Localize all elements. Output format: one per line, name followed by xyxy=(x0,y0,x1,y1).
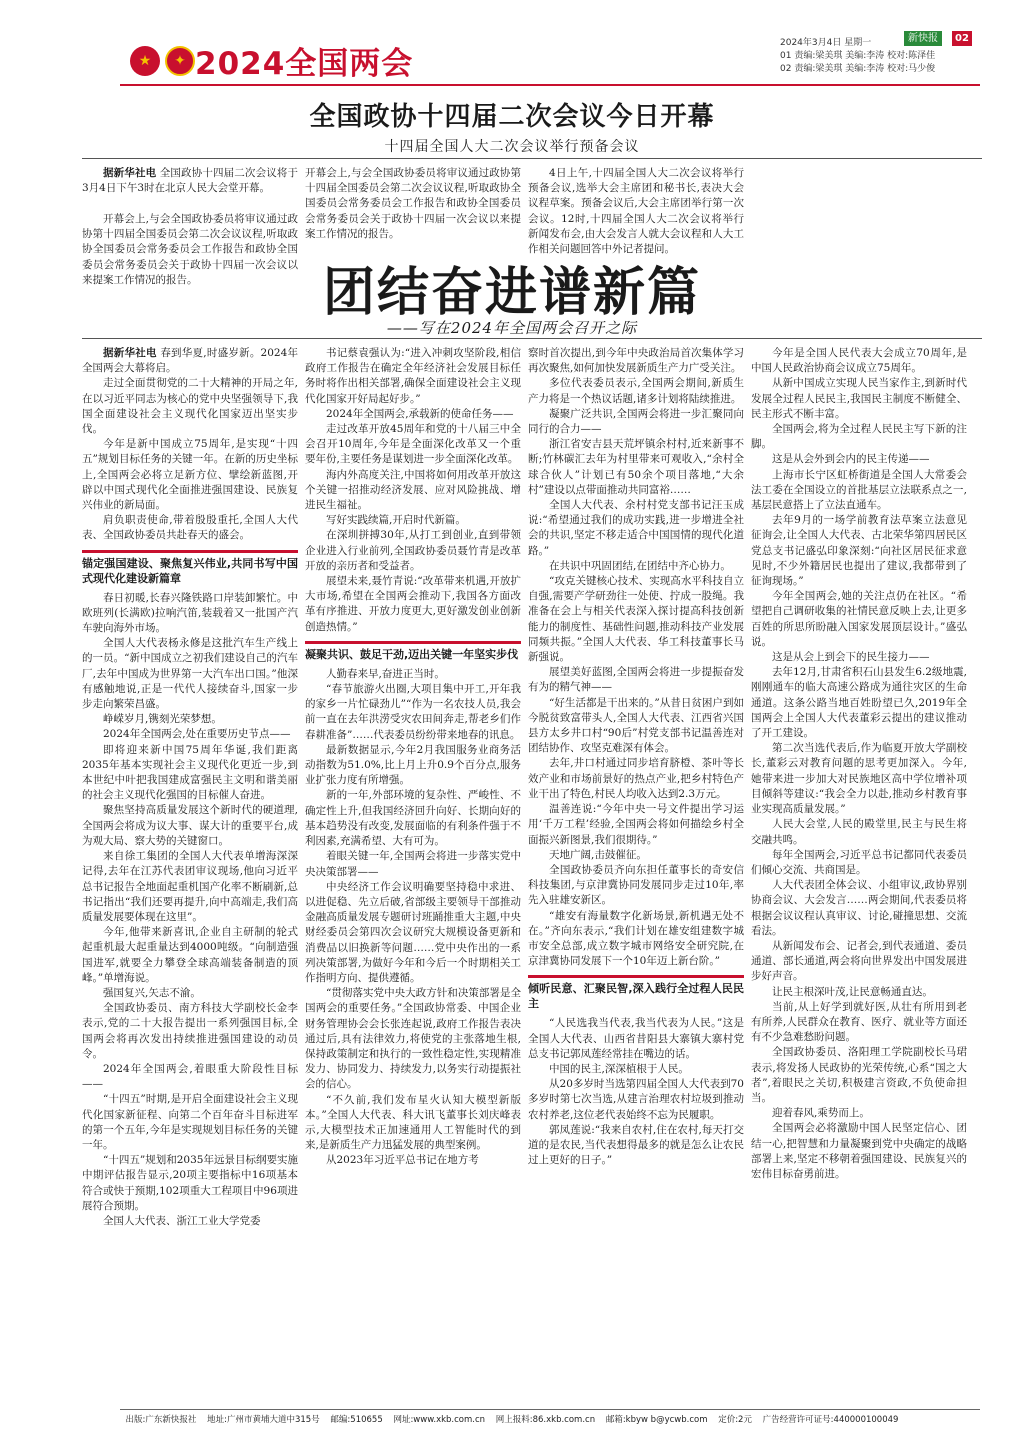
footer-address: 地址:广州市黄埔大道中315号 xyxy=(207,1415,320,1425)
article-paragraph: 去年9月的一场学前教育法草案立法意见征询会,让全国人大代表、古北荣华第四居民区党总支书记盛弘印象深刻:“向社区居民征求意见时,不少外籍居民也提出了建议,我都带到了征询现场。” xyxy=(751,514,967,588)
footer-price: 定价:2元 xyxy=(718,1415,752,1425)
article-paragraph: 今年,他带来新喜讯,企业自主研制的轮式起重机最大起重量达到4000吨级。“向制造强国进军,就要全力攀登全球高端装备制造的顶峰。”单增海说。 xyxy=(82,926,298,984)
article-paragraph: 全国政协委员齐向东担任董事长的奇安信科技集团,与京津冀协同发展同步走过10年,率先入驻雄安新区。 xyxy=(528,863,744,907)
paragraph-text: 春到华夏,时盛岁新。2024年全国两会大幕将启。 xyxy=(82,347,299,375)
article-paragraph: 从2023年习近平总书记在地方考 xyxy=(326,1154,479,1167)
article-paragraph: 走过改革开放45周年和党的十八届三中全会召开10周年,今年是全面深化改革又一个重要年份,主要任务是谋划进一步全面深化改革。 xyxy=(305,423,521,466)
article1-paragraph: 4日上午,十四届全国人大二次会议将举行预备会议,选举大会主席团和秘书长,表决大会议程草案。预备会议后,大会主席团举行第一次会议。12时,十四届全国人大二次会议将举行新闻发布会,由大会发言人就大会议程和人大工作相关问题回答中外记者提问。 xyxy=(528,167,744,256)
article-paragraph: “雄安有海量数字化新场景,新机遇无处不在。”齐向东表示,“我们计划在雄安组建数字城市安全总部,成立数字城市网络安全研究院,在京津冀协同发展下一个10年迈上新台阶。” xyxy=(528,909,744,968)
article-paragraph: 最新数据显示,今年2月我国服务业商务活动指数为51.0%,比上月上升0.9个百分点,服务业扩张力度有所增强。 xyxy=(305,743,521,787)
section-heading: 锚定强国建设、聚焦复兴伟业,共同书写中国式现代化建设新篇章 xyxy=(82,550,298,586)
article-paragraph: 人民大会堂,人民的殿堂里,民主与民生将交融共鸣。 xyxy=(751,818,967,846)
article-paragraph: 全国人大代表、浙江工业大学党委 xyxy=(103,1214,261,1227)
article-paragraph: 走过全面贯彻党的二十大精神的开局之年,在以习近平同志为核心的党中央坚强领导下,我国全面建设社会主义现代化国家迈出坚实步伐。 xyxy=(82,377,298,436)
article1-rule xyxy=(82,158,982,159)
article-paragraph: 峥嵘岁月,镌刻光荣梦想。 xyxy=(103,713,222,726)
article-paragraph: “春节旅游火出圈,大项目集中开工,开年我的家乡一片忙碌劲儿”“作为一名农技人员,我会前一直在去年洪涝受灾农田间奔走,帮老乡们作春耕准备”……代表委员纷纷带来地春的讯息。 xyxy=(305,683,521,741)
article-paragraph: 全国人大代表杨永修是这批汽车生产线上的一员。“新中国成立之初我们建设自己的汽车厂,去年中国成为世界第一大汽车出口国。”他深有感触地说,正是一代代人接续奋斗,国家一步步走向繁荣昌盛。 xyxy=(82,637,298,711)
article-paragraph: 从新中国成立实现人民当家作主,到新时代发展全过程人民民主,我国民主制度不断健全、民主形式不断丰富。 xyxy=(751,377,967,420)
article-paragraph: 肩负职责使命,带着殷殷重托,全国人大代表、全国政协委员共赴春天的盛会。 xyxy=(82,514,298,542)
article-paragraph: 在深圳拼搏30年,从打工到创业,直到带领企业进入行业前列,全国政协委员聂竹青是改革开放的亲历者和受益者。 xyxy=(305,529,521,572)
article-paragraph: 中国的民主,深深植根于人民。 xyxy=(549,1062,689,1075)
article-paragraph: “好生活都是干出来的。”从昔日贫困户到如今脱贫致富带头人,全国人大代表、江西省兴国县方太乡井口村“90后”村党支部书记温善连对团结协作、攻坚克难深有体会。 xyxy=(528,696,744,755)
footer-email[interactable]: 邮箱:kbyw b@ycwb.com xyxy=(605,1415,708,1425)
credit-line-1: 01 责编:梁美琪 美编:李涛 校对:陈泽佳 xyxy=(780,51,936,61)
dateline: 据新华社电 xyxy=(103,347,157,359)
article1-column-3 xyxy=(528,166,744,256)
article-paragraph: 2024年全国两会,承载新的使命任务—— xyxy=(326,407,514,420)
article-paragraph: 着眼关键一年,全国两会将进一步落实党中央决策部署—— xyxy=(305,850,521,878)
article-paragraph: 2024年全国两会,处在重要历史节点—— xyxy=(103,728,291,741)
footer-postcode: 邮编:510655 xyxy=(330,1415,383,1425)
section-heading: 凝聚共识、鼓足干劲,迈出关键一年坚实步伐 xyxy=(305,641,521,662)
section-title: 2024全国两会 xyxy=(195,46,414,82)
article2-column-1 xyxy=(82,346,298,1404)
article-paragraph: 新的一年,外部环境的复杂性、严峻性、不确定性上升,但我国经济回升向好、长期向好的基本趋势没有改变,发展面临的有利条件强于不利因素,充满希望、大有可为。 xyxy=(305,789,521,848)
article2-rule xyxy=(82,338,982,339)
article-paragraph: 第二次当选代表后,作为临夏开放大学副校长,董彩云对教育问题的思考更加深入。今年,她带来进一步加大对民族地区高中学位增补项目倾斜等建议:“我会全力以赴,推动乡村教育事业实现高质量发展。” xyxy=(751,742,967,816)
footer-publisher: 出版:广东新快报社 xyxy=(125,1415,197,1425)
article-paragraph: “贯彻落实党中央大政方针和决策部署是全国两会的重要任务。”全国政协常委、中国企业财务管理协会会长张连起说,政府工作报告表决通过后,具有法律效力,将使党的主张落地生根,保持政策制定和执行的一致性稳定性,实现精准发力、协同发力、持续发力,以务实行动提振社会的信心。 xyxy=(305,987,521,1091)
header-divider xyxy=(120,84,980,86)
article-paragraph: 强国复兴,矢志不渝。 xyxy=(103,986,201,999)
article-paragraph: 多位代表委员表示,全国两会期间,新质生产力将是一个热议话题,诸多计划将陆续推进。 xyxy=(528,377,744,405)
article-paragraph: 中央经济工作会议明确要坚持稳中求进、以进促稳、先立后破,省部级主要领导干部推动金融高质量发展专题研讨班踊推重大主题,中央财经委员会第四次会议研究大规模设备更新和消费品以旧换新等问题……党中央作出的一系列决策部署,为做好今年和今后一个时期相关工作指明方向、提供遵循。 xyxy=(305,880,521,984)
article-paragraph: 海内外高度关注,中国将如何用改革开放这个关键一招推动经济发展、应对风险挑战、增进民生福祉。 xyxy=(305,468,521,512)
page-number-badge: 02 xyxy=(952,31,972,46)
article1-column-2 xyxy=(305,166,521,240)
cppcc-emblem-icon: ✦ xyxy=(165,46,195,76)
article-paragraph: “十四五”规划和2035年远景目标纲要实施中期评估报告显示,20项主要指标中16项基本符合或快于预期,102项重大工程项目中96项进展符合预期。 xyxy=(82,1154,298,1212)
article1-subheadline: 十四届全国人大二次会议举行预备会议 xyxy=(384,139,640,155)
article-paragraph: 浙江省安吉县天荒坪镇余村村,近来新事不断;竹林碳汇去年为村里带来可观收入,“余村全球合伙人”计划已有50余个项目落地,“大余村”建设以点带面推动共同富裕…… xyxy=(528,438,744,496)
article2-column-4 xyxy=(751,346,967,1404)
article-paragraph: 每年全国两会,习近平总书记都同代表委员们倾心交流、共商国是。 xyxy=(751,848,967,876)
article-paragraph: 迎着春风,乘势而上。 xyxy=(772,1107,870,1120)
page-footer xyxy=(0,1413,1024,1425)
article-paragraph: “不久前,我们发布星火认知大模型新版本。”全国人大代表、科大讯飞董事长刘庆峰表示,大模型技术正加速通用人工智能时代的到来,是新质生产力迅猛发展的典型案例。 xyxy=(305,1093,521,1152)
article-paragraph: 凝聚广泛共识,全国两会将进一步汇聚同向同行的合力—— xyxy=(528,407,744,436)
article-paragraph: 全国政协委员、南方科技大学副校长金李表示,党的二十大报告提出一系列强国目标,全国两会将再次发出持续推进强国建设的动员令。 xyxy=(82,1002,298,1060)
article-paragraph: 这是从会上到会下的民生接力—— xyxy=(772,651,930,664)
article-paragraph: 全国两会必将激励中国人民坚定信心、团结一心,把智慧和力量凝聚到党中央确定的战略部署上来,坚定不移朝着强国建设、民族复兴的宏伟目标奋勇前进。 xyxy=(751,1122,967,1180)
national-emblem-icon: ★ xyxy=(130,46,160,76)
article-paragraph: 展望美好蓝图,全国两会将进一步提振奋发有为的精气神—— xyxy=(528,666,744,694)
article2-subheadline: ——写在2024年全国两会召开之际 xyxy=(386,319,638,337)
footer-license: 广告经营许可证号:440000100049 xyxy=(762,1415,899,1425)
article-paragraph: 上海市长宁区虹桥街道是全国人大常委会法工委在全国设立的首批基层立法联系点之一,基层民意搭上了立法直通车。 xyxy=(751,468,967,512)
section-heading: 倾听民意、汇聚民智,深入践行全过程人民民主 xyxy=(528,975,744,1011)
article-paragraph: “人民选我当代表,我当代表为人民。”这是全国人大代表、山西省昔阳县大寨镇大寨村党总支书记郭凤莲经常挂在嘴边的话。 xyxy=(528,1017,744,1060)
article-paragraph: 去年,井口村通过同步培育脐橙、茶叶等长效产业和市场前景好的热点产业,把乡村特色产业干出了特色,村民人均收入达到2.3万元。 xyxy=(528,757,744,800)
article-paragraph: 去年12月,甘肃省积石山县发生6.2级地震,刚刚通车的临大高速公路成为通往灾区的生命通道。这条公路当地百姓盼望已久,2019年全国两会上全国人大代表董彩云提出的建议推动了开工建设。 xyxy=(751,666,967,740)
paper-name-badge: 新快报 xyxy=(904,31,942,46)
article1-headline: 全国政协十四届二次会议今日开幕 xyxy=(309,102,715,132)
article-paragraph: 在共识中巩固团结,在团结中齐心协力。 xyxy=(549,559,731,572)
article-paragraph: 人大代表团全体会议、小组审议,政协界别协商会议、大会发言……两会期间,代表委员将根据会议议程认真审议、讨论,碰撞思想、交流看法。 xyxy=(751,879,967,937)
article1-paragraph: 开幕会上,与会全国政协委员将审议通过政协第十四届全国委员会第二次会议议程,听取政协全国委员会常务委员会工作报告和政协全国委员会常务委员会关于政协十四届一次会议以来提案工作情况的报告。 xyxy=(82,213,298,286)
article-paragraph: 今年是全国人民代表大会成立70周年,是中国人民政治协商会议成立75周年。 xyxy=(751,347,967,375)
article-paragraph: 今年全国两会,她的关注点仍在社区。“希望把自己调研收集的社情民意反映上去,让更多百姓的所思所盼融入国家发展顶层设计。”盛弘说。 xyxy=(751,590,967,648)
article-paragraph: 让民主根深叶茂,让民意畅通直达。 xyxy=(772,985,933,998)
article-paragraph: “攻克关键核心技术、实现高水平科技自立自强,需要产学研劲往一处使、拧成一股绳。我准备在会上与相关代表深入探讨提高科技创新能力的制度性、基础性问题,推动科技产业发展同频共振。”全国人大代表、华工科技董事长马新强说。 xyxy=(528,575,744,664)
article-paragraph: 全国人大代表、余村村党支部书记汪玉成说:“希望通过我们的成功实践,进一步增进全社会的共识,坚定不移走适合中国国情的现代化道路。” xyxy=(528,499,744,557)
article2-column-3 xyxy=(528,346,744,1404)
article-paragraph: 从新闻发布会、记者会,到代表通道、委员通道、部长通道,两会将向世界发出中国发展进步好声音。 xyxy=(751,939,967,983)
article-paragraph: “十四五”时期,是开启全面建设社会主义现代化国家新征程、向第二个百年奋斗目标进军的第一个五年,今年是实现规划目标任务的关键一年。 xyxy=(82,1093,298,1151)
article2-headline: 团结奋进谱新篇 xyxy=(322,262,701,323)
issue-date: 2024年3月4日 星期一 xyxy=(780,38,872,48)
article-paragraph: 2024年全国两会,着眼重大阶段性目标—— xyxy=(82,1062,298,1091)
article-paragraph: 这是从会外到会内的民主传递—— xyxy=(772,453,930,466)
article-paragraph: 察时首次提出,到今年中央政治局首次集体学习再次聚焦,如何加快发展新质生产力广受关注。 xyxy=(528,347,744,375)
article-paragraph: 郭凤莲说:“我来自农村,住在农村,每天打交道的是农民,当代表想得最多的就是怎么让农民过上更好的日子。” xyxy=(528,1123,744,1167)
article-paragraph: 今年是新中国成立75周年,是实现“十四五”规划目标任务的关键一年。在新的历史坐标上,全国两会必将立足新方位、擘绘新蓝图,开辟以中国式现代化全面推进强国建设、民族复兴伟业的新局面。 xyxy=(82,438,298,512)
article2-column-2 xyxy=(305,346,521,1404)
article-paragraph: 当前,从上好学到就好医,从壮有所用到老有所养,人民群众在教育、医疗、就业等方面还有不少急难愁盼问题。 xyxy=(751,1000,967,1044)
article1-column-1b xyxy=(82,212,298,286)
article-paragraph: 书记蔡袁强认为:“进入冲刺攻坚阶段,相信政府工作报告在确定全年经济社会发展目标任务时将作出相关部署,确保全面建设社会主义现代化国家开好局起好步。” xyxy=(305,347,521,405)
credit-line-2: 02 责编:梁美琪 美编:李涛 校对:马少俊 xyxy=(780,64,936,74)
article-paragraph: 人勤春来早,奋进正当时。 xyxy=(326,667,445,680)
page-header xyxy=(0,0,1024,90)
article-paragraph: 春日初暖,长春兴隆铁路口岸装卸繁忙。中欧班列(长满欧)拉响汽笛,装载着又一批国产汽车驶向海外市场。 xyxy=(82,591,298,635)
article-paragraph: 全国两会,将为全过程人民民主写下新的注脚。 xyxy=(751,423,967,451)
article-paragraph: 来自徐工集团的全国人大代表单增海深深记得,去年在江苏代表团审议现场,他向习近平总书记报告全地面起重机国产化率不断刷新,总书记指出“我们还要再提升,向中高端走,我们高质量发展要体现在这里”。 xyxy=(82,850,298,923)
footer-online-report[interactable]: 网上报料:86.xkb.com.cn xyxy=(495,1415,596,1425)
article-paragraph: 写好实践续篇,开启时代新篇。 xyxy=(326,514,466,527)
footer-divider xyxy=(120,1409,980,1410)
article1-paragraph: 开幕会上,与会全国政协委员将审议通过政协第十四届全国委员会第二次会议议程,听取政协全国委员会常务委员会工作报告和政协全国委员会常务委员会关于政协十四届一次会议以来提案工作情况的报告。 xyxy=(305,167,521,240)
article-paragraph: 从20多岁时当选第四届全国人大代表到70多岁时第七次当选,从建言治理农村垃圾到推动农村养老,这位老代表始终不忘为民履职。 xyxy=(528,1078,744,1121)
footer-website[interactable]: 网址:www.xkb.com.cn xyxy=(393,1415,486,1425)
article1-paragraph: 据新华社电 全国政协十四届二次会议将于3月4日下午3时在北京人民大会堂开幕。 xyxy=(82,167,299,195)
article-paragraph: 即将迎来新中国75周年华诞,我们距离2035年基本实现社会主义现代化更近一步,到本世纪中叶把我国建成富强民主文明和谐美丽的社会主义现代化强国的目标催人奋进。 xyxy=(82,743,298,802)
article-paragraph: 温善连说:“今年中央一号文件提出学习运用‘千万工程’经验,全国两会将如何描绘乡村全面振兴新图景,我们很期待。” xyxy=(528,803,744,846)
article-paragraph: 聚焦坚持高质量发展这个新时代的硬道理,全国两会将成为议大事、谋大计的重要平台,成为观大局、察大势的关键窗口。 xyxy=(82,804,298,847)
article-paragraph: 天地广阔,击鼓催征。 xyxy=(549,848,647,861)
article-paragraph: 全国政协委员、洛阳理工学院副校长马珺表示,将发扬人民政协的光荣传统,心系“国之大者”,着眼民之关切,积极建言资政,不负使命担当。 xyxy=(751,1046,967,1104)
article-paragraph: 展望未来,聂竹青说:“改革带来机遇,开放扩大市场,希望在全国两会推动下,我国各方面改革有序推进、开放力度更大,更好激发创业创新创造热情。” xyxy=(305,575,521,633)
article-paragraph xyxy=(82,346,298,376)
